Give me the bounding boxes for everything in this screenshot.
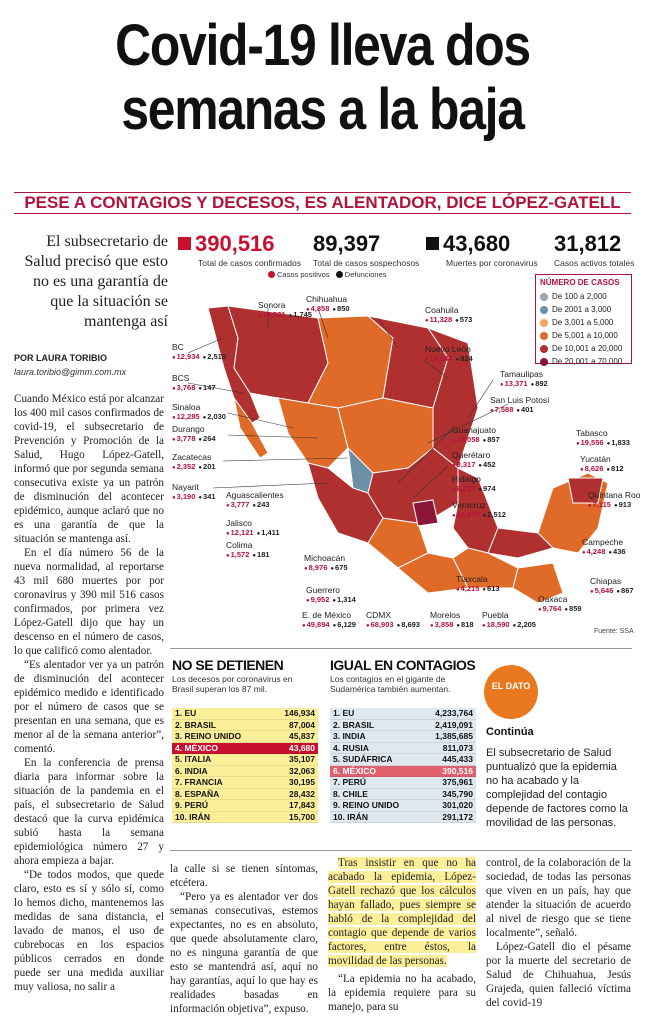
lede: El subsecretario de Salud precisó que esto no es una garantía de que la situación se mantenga así [24,233,168,330]
table-row: 7. PERÚ 375,961 [330,777,476,789]
state-label: Chiapas ● 5,646● 867 [590,576,634,597]
table-row: 2. BRASIL 87,004 [172,720,318,732]
red-square-icon [178,237,191,250]
table1 [172,708,318,823]
stat-label: Muertes por coronavirus [446,258,538,268]
state-label: CDMX ● 68,903● 8,693 [366,610,420,631]
paragraph: la calle si se tienen síntomas, etcétera. [170,863,318,889]
state-label: Yucatán ● 8,626● 812 [580,454,624,475]
stat-deaths [426,232,538,268]
state-label: Nayarit ● 3,190● 341 [172,482,216,503]
table-row: 8. CHILE 345,790 [330,789,476,801]
legend-dot-icon [540,319,548,327]
state-label: Hidalgo ● 6,237● 974 [452,474,496,495]
state-label: Oaxaca ● 9,764● 859 [538,594,582,615]
legend-dot-icon [540,358,548,366]
table-row: 9. PERÚ 17,843 [172,800,318,812]
table2-title: IGUAL EN CONTAGIOS [330,657,476,673]
table-row: 1. EU 4,233,764 [330,708,476,720]
stat-active [554,232,634,268]
source-note: Fuente: SSA [594,628,634,635]
dato-title: Continúa [486,726,534,738]
table-row: 2. BRASIL 2,419,091 [330,720,476,732]
black-square-icon [426,237,439,250]
legend-title: NÚMERO DE CASOS [540,278,620,287]
state-label: E. de México ● 49,894● 6,129 [302,610,356,631]
table-row-highlight: 4. MÉXICO 43,680 [172,743,318,755]
stat-confirmed [178,232,301,268]
table-row: 7. FRANCIA 30,195 [172,777,318,789]
stat-label: Total de casos confirmados [198,258,301,268]
stat-value: 390,516 [195,231,275,256]
highlighted-paragraph: Tras insistir en que no ha acabado la epidemia, López-Gatell rechazó que los cálculos hayan fallado, pues siempre se habló de la complejidad del contagio que depende de varios factores, entre éstos, la movilidad de las personas. [328,857,476,967]
article-column-3 [328,856,476,1024]
state-label: Michoacán ● 8,976● 675 [304,553,348,574]
state-label: Aguascalientes ● 3,777● 243 [226,490,284,511]
state-label: Jalisco ● 12,121● 1,411 [226,518,280,539]
author-email: laura.toribio@gimm.com.mx [14,367,127,377]
article-column-4 [486,856,631,1024]
stat-label: Total de casos sospechosos [313,258,420,268]
stat-label: Casos activos totales [554,258,635,268]
state-label: Durango ● 3,778● 264 [172,424,216,445]
state-label: Tabasco ● 19,556● 1,833 [576,428,630,449]
legend-dot-icon [540,345,548,353]
paragraph: En el día número 56 de la nueva normalidad, al reportarse 43 mil 680 muertes por por coronavirus y 390 mil 516 casos confirmados, por primera vez López-Gatell dijo que hay un descenso en el número de casos, lo que calificó como alentador. [14,547,164,657]
dato-text: El subsecretario de Salud puntualizó que la epidemia no ha acabado y la complejidad del contagio depende de factores como la movilidad de las personas. [486,747,628,829]
map-legend [535,274,632,364]
table-row: 10. IRÁN 15,700 [172,812,318,824]
state-label: Zacatecas ● 2,352● 201 [172,452,216,473]
paragraph: “Es alentador ver ya un patrón de disminución del acontecer epidémico medido e identificado por el número de casos que se presentan en una semana, que es menor al de la semana anterior”, comentó. [14,659,164,755]
table1-subtitle: Los decesos por coronavirus en Brasil superan los 87 mil. [172,674,293,694]
stat-suspected [313,232,419,268]
headline [45,14,600,142]
byline: POR LAURA TORIBIO [14,353,108,363]
state-label: BCS ● 3,768● 147 [172,373,216,394]
state-label: Quintana Roo ● 7,115● 913 [588,490,640,511]
divider [170,648,632,649]
table-row: 3. INDIA 1,385,685 [330,731,476,743]
paragraph: control, de la colaboración de la sociedad, de todas las personas que viven en un país, hay que atender la situación de acuerdo al nivel de riesgo que se tiene localmente”, señaló. [486,857,631,939]
el-dato-badge: EL DATO [484,665,538,719]
table2 [330,708,476,823]
table-row: 4. RUSIA 811,073 [330,743,476,755]
state-label: Chihuahua ● 4,858● 850 [306,294,350,315]
article-column-1 [14,392,164,1020]
table-row: 9. REINO UNIDO 301,020 [330,800,476,812]
table-row: 10. IRÁN 291,172 [330,812,476,824]
deck-subheadline: PESE A CONTAGIOS Y DECESOS, ES ALENTADOR, DICE LÓPEZ-GATELL [14,192,631,214]
state-label: Sinaloa ● 12,285● 2,030 [172,402,226,423]
state-label: Tlaxcala ● 4,215● 613 [456,574,500,595]
paragraph: “La epidemia no ha acabado, la epidemia requiere para su manejo, para su [328,973,476,1013]
state-label: Tamaulipas ● 13,371● 892 [500,369,548,390]
key-positivos: Casos positivos [277,270,330,279]
legend-item: De 5,001 a 10,000 [540,329,627,342]
article-column-2 [170,862,318,1022]
table1-title: NO SE DETIENEN [172,657,284,673]
stat-value: 31,812 [554,231,622,256]
legend-item: De 20,001 a 70,000 [540,355,627,368]
stat-value: 43,680 [443,231,511,256]
paragraph: “Pero ya es alentador ver dos semanas consecutivas, estemos expectantes, no es en absoluto, que quede absolutamente claro, no es ninguna garantía de que esto se mantendrá así, aquí no hay garantías, aquí lo que hay es realidades basadas en información objetiva”, expuso. [170,891,318,1015]
table-row: 5. SUDÁFRICA 445,433 [330,754,476,766]
table2-subtitle: Los contagios en el gigante de Sudamérica también aumentan. [330,674,451,694]
state-label: Coahuila ● 11,328● 573 [425,305,472,326]
legend-dot-icon [540,306,548,314]
table-row: 1. EU 146,934 [172,708,318,720]
state-label: Campeche ● 4,248● 436 [582,537,626,558]
table-row: 3. REINO UNIDO 45,837 [172,731,318,743]
headline-line-2: semanas a la baja [121,77,524,142]
state-label: Colima ● 1,572● 181 [226,540,270,561]
table-row: 6. INDIA 32,063 [172,766,318,778]
state-label: San Luis Potosí ● 7,588● 401 [490,395,550,416]
legend-item: De 3,001 a 5,000 [540,316,627,329]
paragraph: En la conferencia de prensa diaria para informar sobre la situación de la pandemia en el país, el subsecretario de Salud destacó que la curva epidémica subió hasta la semana epidemiológica número 27 y ahora empieza a bajar. [14,757,164,867]
state-label: Guerrero ● 9,952● 1,314 [306,585,356,606]
paragraph: López-Gatell dio el pésame por la muerte del secretario de Salud de Chihuahua, Jesús Grajeda, quien falleció víctima del covid-19 [486,941,631,1009]
legend-dot-icon [540,293,548,301]
state-label: Veracruz ● 18,974● 2,512 [452,500,506,521]
table-row: 8. ESPAÑA 28,432 [172,789,318,801]
paragraph: “De todos modos, que quede claro, esto es sí y sólo sí, como lo hemos dicho, mantenemos las medidas de sana distancia, el lavado de manos, el uso de cubrebocas en los espacios públicos cerrados en donde puede ser una medida auxiliar muy valiosa, no salir a [14,869,164,993]
state-label: Sonora ● 16,521● 1,745 [258,300,312,321]
legend-item: De 100 a 2,000 [540,290,627,303]
table-row-highlight: 6. MÉXICO 390,516 [330,766,476,778]
table-row: 5. ITALIA 35,107 [172,754,318,766]
state-label: Querétaro ● 3,317● 452 [452,450,496,471]
state-label: Nuevo León ● 15,144● 924 [425,344,473,365]
state-label: Guanajuato ● 18,058● 857 [452,425,500,446]
legend-item: De 10,001 a 20,000 [540,342,627,355]
headline-line-1: Covid-19 lleva dos [115,13,530,78]
state-label: Puebla ● 18,590● 2,205 [482,610,536,631]
paragraph: Cuando México está por alcanzar los 400 mil casos confirmados de covid-19, el subsecretario de Prevención y Promoción de la Salud, Hugo López-Gatell, informó que por segunda semana consecutiva existe ya un patrón de disminución del acontecer epidémico, aunque aclaró que no es una garantía de que la situación se mantenga así. [14,393,164,545]
key-defunciones: Defunciones [344,270,387,279]
legend-item: De 2001 a 3,000 [540,303,627,316]
state-label: BC ● 12,934● 2,515 [172,342,226,363]
state-label: Morelos ● 3,858● 818 [430,610,474,631]
divider [170,850,632,851]
legend-dot-icon [540,332,548,340]
stat-value: 89,397 [313,231,381,256]
